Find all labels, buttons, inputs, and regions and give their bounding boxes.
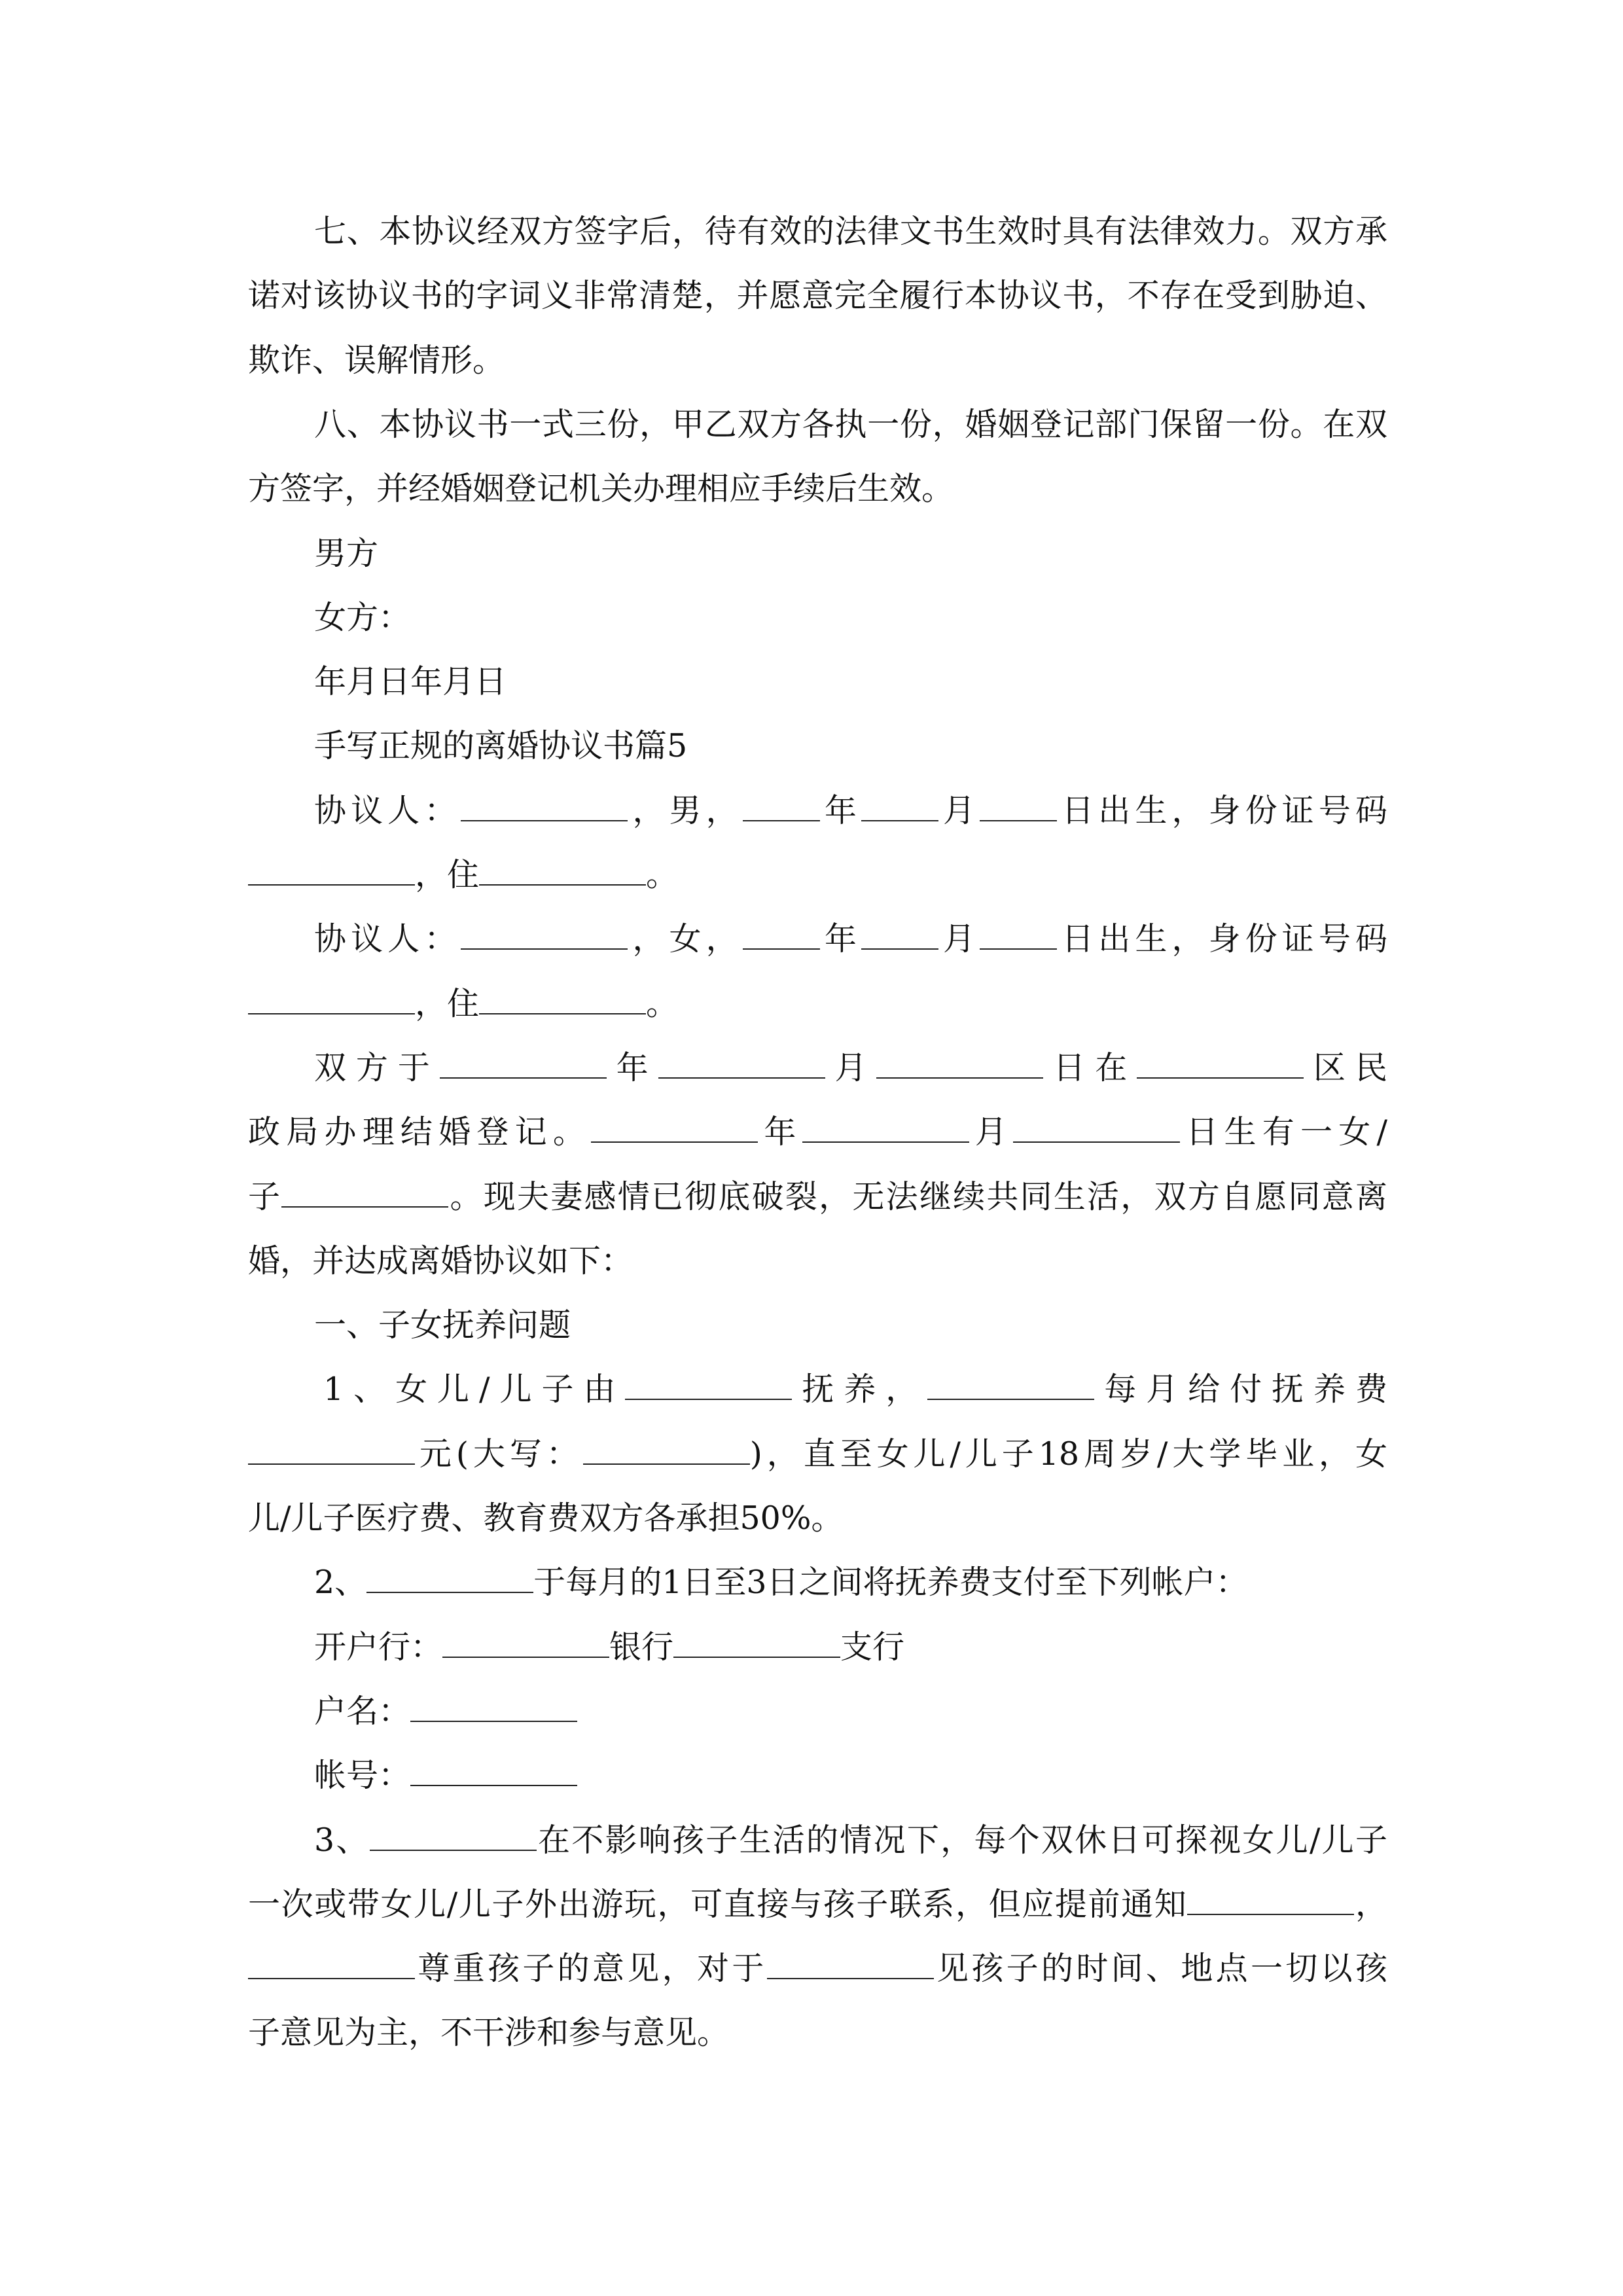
line-text: 月	[938, 920, 980, 958]
line-text: 诺对该协议书的字词义非常清楚，并愿意完全履行本协议书，不存在受到胁迫、	[248, 277, 1387, 315]
fill-in-blank	[876, 1049, 1043, 1079]
line-text: 手写正规的离婚协议书篇5	[314, 727, 688, 765]
document-line	[248, 1885, 1387, 1924]
fill-in-blank	[461, 920, 628, 950]
document-line	[248, 1242, 1387, 1281]
line-text: 区民	[1304, 1049, 1387, 1086]
line-text: 年	[606, 1049, 658, 1086]
document-line	[248, 855, 1387, 895]
fill-in-blank	[625, 1370, 792, 1400]
line-text: 八、本协议书一式三份，甲乙双方各执一份，婚姻登记部门保留一份。在双	[314, 405, 1387, 443]
fill-in-blank	[767, 1949, 934, 1979]
document-line	[314, 598, 1387, 637]
document-line	[248, 2013, 1387, 2053]
fill-in-blank	[410, 1756, 577, 1786]
document-line	[314, 1049, 1387, 1088]
line-text: 在不影响孩子生活的情况下，每个双休日可探视女儿/儿子	[536, 1821, 1387, 1859]
document-line	[248, 984, 1387, 1024]
fill-in-blank	[861, 791, 938, 821]
fill-in-blank	[743, 920, 820, 950]
fill-in-blank	[583, 1435, 750, 1465]
fill-in-blank	[248, 1949, 415, 1979]
fill-in-blank	[366, 1563, 533, 1593]
fill-in-blank	[442, 1628, 609, 1658]
line-text: 欺诈、误解情形。	[248, 341, 505, 379]
document-line	[314, 212, 1387, 251]
line-text: 1、女儿/儿子由	[323, 1371, 626, 1408]
fill-in-blank	[461, 791, 628, 821]
document-line	[314, 1306, 1387, 1345]
line-text: 抚养，	[792, 1371, 928, 1408]
fill-in-blank	[281, 1177, 448, 1208]
document-line	[248, 469, 1387, 509]
line-text: 女方：	[314, 598, 411, 636]
line-text: 一、子女抚养问题	[314, 1306, 571, 1344]
line-text: 3、	[314, 1821, 370, 1859]
line-text: 月	[825, 1049, 877, 1086]
fill-in-blank	[479, 984, 646, 1014]
document-line	[314, 920, 1387, 959]
line-text: 于每月的1日至3日之间将抚养费支付至下列帐户：	[533, 1564, 1248, 1602]
line-text: 开户行：	[314, 1628, 443, 1666]
line-text: ，住	[415, 984, 480, 1022]
fill-in-blank	[591, 1113, 758, 1143]
document-line	[314, 1756, 1387, 1795]
line-text: 见孩子的时间、地点一切以孩	[933, 1950, 1387, 1988]
line-text: 一次或带女儿/儿子外出游玩，可直接与孩子联系，但应提前通知	[248, 1885, 1188, 1923]
line-text: 子意见为主，不干涉和参与意见。	[248, 2014, 730, 2052]
document-line	[314, 1628, 1387, 1667]
document-line	[314, 662, 1387, 702]
fill-in-blank	[743, 791, 820, 821]
line-text: 元(大写：	[415, 1435, 583, 1473]
line-text: 婚，并达成离婚协议如下：	[248, 1242, 633, 1280]
document-line	[248, 1113, 1387, 1152]
fill-in-blank	[658, 1049, 825, 1079]
line-text: 年	[819, 920, 861, 958]
fill-in-blank	[248, 1435, 415, 1465]
document-line	[314, 1821, 1387, 1860]
document-line	[323, 1370, 1387, 1409]
document-line	[314, 1563, 1387, 1602]
line-text: 方签字，并经婚姻登记机关办理相应手续后生效。	[248, 470, 954, 508]
line-text: ，	[1354, 1885, 1387, 1923]
document-line	[248, 1499, 1387, 1538]
line-text: 支行	[840, 1628, 905, 1666]
document-line	[314, 405, 1387, 444]
document-line	[314, 534, 1387, 573]
line-text: 年月日年月日	[314, 663, 507, 701]
line-text: 七、本协议经双方签字后，待有效的法律文书生效时具有法律效力。双方承	[314, 213, 1387, 250]
line-text: 协议人：	[314, 791, 461, 829]
line-text: 男方	[314, 534, 379, 572]
fill-in-blank	[248, 984, 415, 1014]
line-text: 每月给付抚养费	[1094, 1371, 1387, 1408]
fill-in-blank	[479, 855, 646, 886]
line-text: ，女，	[628, 920, 743, 958]
line-text: 尊重孩子的意见，对于	[415, 1950, 767, 1988]
document-line	[314, 791, 1387, 831]
document-line	[314, 726, 1387, 766]
line-text: ，住	[415, 856, 480, 893]
line-text: 日在	[1043, 1049, 1137, 1086]
line-text: 月	[938, 791, 980, 829]
line-text: 年	[819, 791, 861, 829]
fill-in-blank	[1187, 1885, 1354, 1915]
fill-in-blank	[927, 1370, 1094, 1400]
line-text: 协议人：	[314, 920, 461, 958]
document-line	[248, 276, 1387, 315]
line-text: 2、	[314, 1564, 367, 1602]
document-line	[248, 1949, 1387, 1988]
fill-in-blank	[980, 791, 1057, 821]
fill-in-blank	[861, 920, 938, 950]
fill-in-blank	[440, 1049, 607, 1079]
line-text: 户名：	[314, 1692, 411, 1730]
line-text: 年	[758, 1113, 802, 1151]
line-text: ，男，	[628, 791, 743, 829]
line-text: 。现夫妻感情已彻底破裂，无法继续共同生活，双方自愿同意离	[448, 1177, 1387, 1215]
line-text: 。	[646, 984, 679, 1022]
fill-in-blank	[980, 920, 1057, 950]
fill-in-blank	[370, 1821, 537, 1851]
line-text: 日生有一女/	[1180, 1113, 1387, 1151]
line-text: 日出生，身份证号码	[1057, 791, 1387, 829]
line-text: 日出生，身份证号码	[1057, 920, 1387, 958]
line-text: 帐号：	[314, 1757, 411, 1795]
line-text: )，直至女儿/儿子18周岁/大学毕业，女	[749, 1435, 1387, 1473]
fill-in-blank	[248, 855, 415, 886]
fill-in-blank	[673, 1628, 840, 1658]
document-line	[248, 1435, 1387, 1474]
line-text: 。	[646, 856, 679, 893]
line-text: 双方于	[314, 1049, 440, 1086]
line-text: 儿/儿子医疗费、教育费双方各承担50%。	[248, 1499, 844, 1537]
line-text: 月	[969, 1113, 1014, 1151]
fill-in-blank	[410, 1692, 577, 1722]
fill-in-blank	[802, 1113, 969, 1143]
line-text: 政局办理结婚登记。	[248, 1113, 592, 1151]
document-line	[314, 1692, 1387, 1731]
line-text: 子	[248, 1177, 282, 1215]
document-line	[248, 341, 1387, 380]
line-text: 银行	[609, 1628, 674, 1666]
document-line	[248, 1177, 1387, 1217]
fill-in-blank	[1013, 1113, 1180, 1143]
fill-in-blank	[1137, 1049, 1304, 1079]
